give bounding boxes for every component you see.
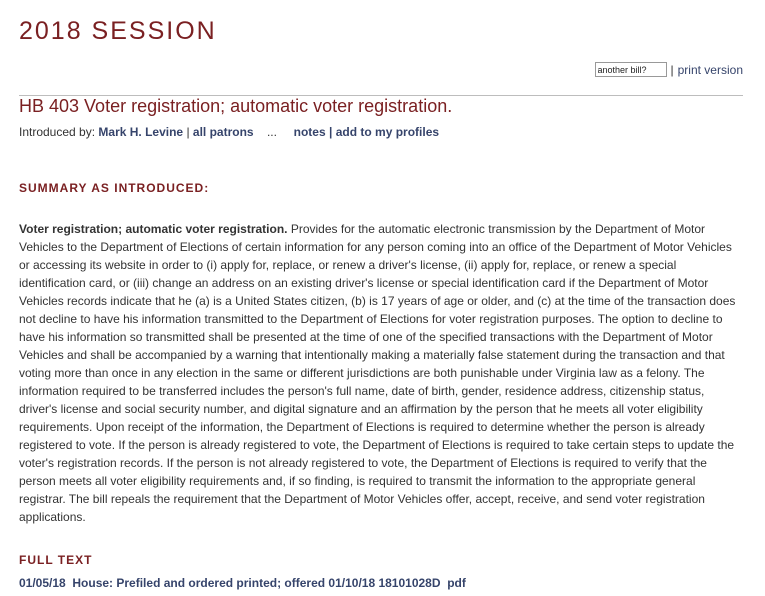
summary-heading: SUMMARY AS INTRODUCED: (19, 181, 210, 195)
all-patrons-link[interactable]: all patrons (192, 125, 254, 139)
full-text-entry (19, 576, 466, 590)
full-text-heading: FULL TEXT (19, 553, 93, 567)
ellipsis: ... (266, 125, 277, 139)
add-to-profiles-link[interactable]: add to my profiles (335, 125, 440, 139)
print-version-link[interactable]: print version (677, 62, 743, 77)
patron-link[interactable]: Mark H. Levine (98, 125, 184, 139)
tools-separator: | (670, 62, 674, 77)
session-title: 2018 SESSION (19, 17, 217, 45)
introduced-by-label: Introduced by: (19, 125, 96, 139)
notes-separator: | (329, 125, 333, 139)
patron-separator: | (186, 125, 190, 139)
pdf-link[interactable]: pdf (447, 576, 466, 590)
bill-heading: HB 403 Voter registration; automatic voter registration. (19, 96, 453, 116)
full-text-entry-link[interactable]: 01/05/18 House: Prefiled and ordered printed; offered 01/10/18 18101028D (19, 576, 441, 590)
summary-paragraph (19, 220, 743, 526)
summary-body: Provides for the automatic electronic transmission by the Department of Motor Vehicles to the Department of Elections of certain information for any person coming into an office of the Department of Motor Vehicles or accessing its website in order to (i) apply for, replace, or renew a driver's license, (ii) apply for, replace, or renew a special identification card, or (iii) change an address on an existing driver's license or special identification card if the Department of Motor Vehicles records indicate that he (a) is a United States citizen, (b) is 17 years of age or older, and (c) at the time of the transaction does not decline to have his information transmitted to the Department of Elections for voter registration purposes. The option to decline to have his information so transmitted shall be presented at the time of one of the specified transactions with the Department of Motor Vehicles and shall be accompanied by a warning that intentionally making a materially false statement during the transaction and that voting more than once in any election in the same or different jurisdictions are both punishable under Virginia law as a felony. The information required to be transferred includes the person's full name, date of birth, gender, residence address, citizenship status, driver's license and social security number, and digital signature and an affirmation by the person that he meets all voter eligibility requirements. Upon receipt of the information, the Department of Elections is required to determine whether the person is already registered to vote. If the person is already registered to vote, the Department of Elections is required to take certain steps to update the voter's registration records. If the person is not already registered to vote, the Department of Elections is required to verify that the person meets all voter eligibility requirements and, if so finding, is required to transmit the information to the appropriate general registrar. The bill repeals the requirement that the Department of Motor Vehicles offer, accept, receive, and send voter registration applications. (19, 222, 736, 524)
notes-link[interactable]: notes (293, 125, 326, 139)
bill-search-input[interactable] (595, 62, 667, 77)
summary-bold-lead: Voter registration; automatic voter registration. (19, 222, 288, 236)
top-tools (595, 62, 744, 77)
introduced-by-line (19, 125, 439, 139)
